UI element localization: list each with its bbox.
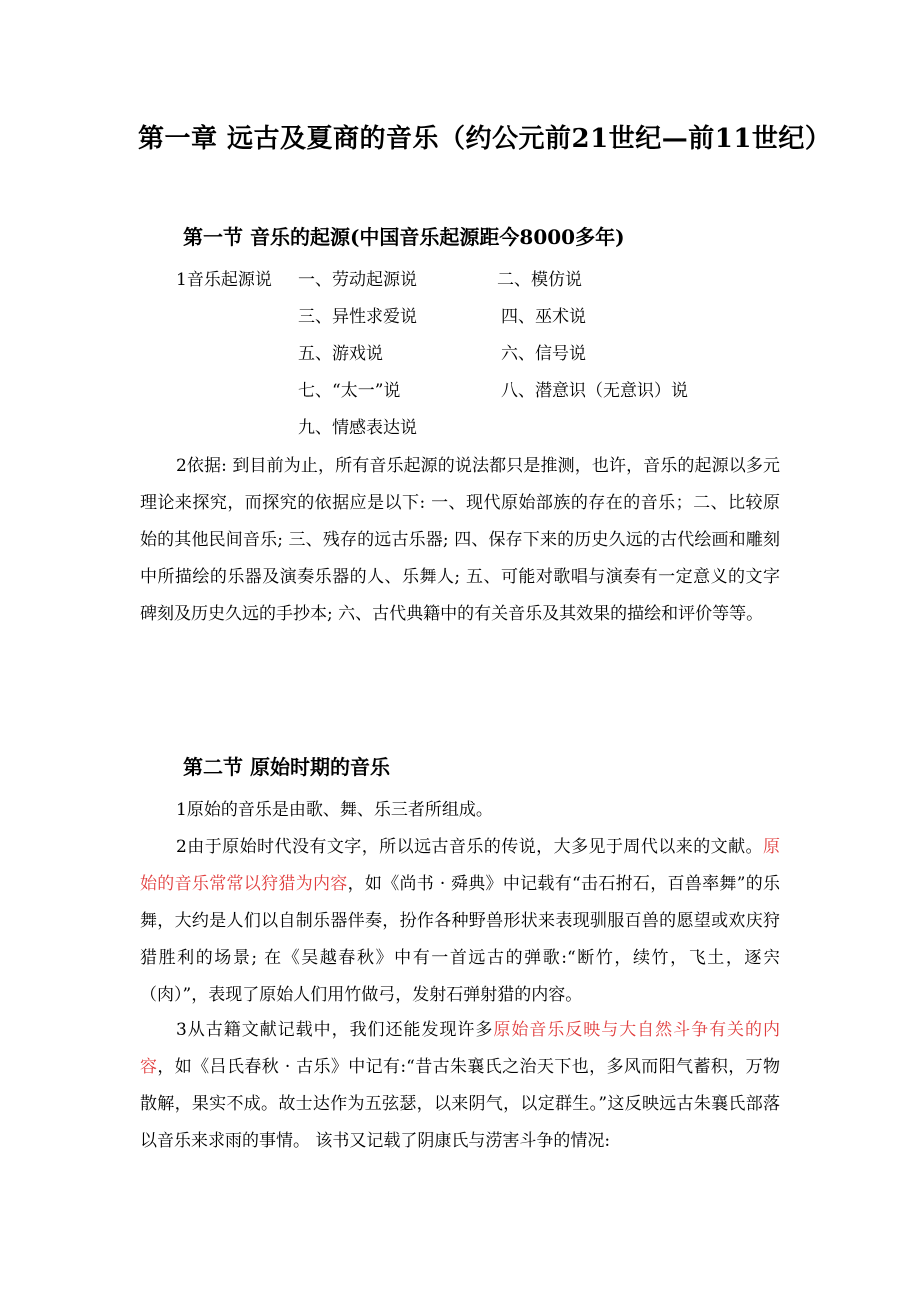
paragraph-3-rest: ，如《吕氏春秋 · 古乐》中记有:“昔古朱襄氏之治天下也，多风而阳气蓄积，万物散解，果实不成。故士达作为五弦瑟，以来阴气，以定群生。”这反映远古朱襄氏部落以音乐来求雨的事情。 该书又记载了阴康氏与涝害斗争的情况: [140,1057,780,1151]
paragraph-1: 1原始的音乐是由歌、舞、乐三者所组成。 [176,800,493,820]
theory-item: 九、情感表达说 [298,418,417,438]
theory-item: 六、信号说 [501,344,586,364]
paragraph-3 [140,1012,780,1160]
theory-item: 一、劳动起源说 [298,270,417,290]
theories-label: 1音乐起源说 [176,270,272,290]
theory-item: 七、“太一”说 [298,381,401,401]
paragraph-3-highlight: 原始音乐反映与大自然斗争有关的内容 [140,1020,780,1077]
paragraph-2-highlight: 原始的音乐常常以狩猎为内容 [140,837,780,894]
section-1-title: 第一节 音乐的起源(中国音乐起源距今8000多年) [183,225,625,249]
paragraph-2 [140,829,780,1014]
paragraph-3-lead: 3从古籍文献记载中，我们还能发现许多 [176,1020,494,1040]
theory-item: 五、游戏说 [298,344,383,364]
theory-item: 八、潜意识（无意识）说 [501,381,688,401]
theory-item: 四、巫术说 [501,307,586,327]
basis-paragraph: 2依据: 到目前为止，所有音乐起源的说法都只是推测，也许，音乐的起源以多元理论来探究，而探究的依据应是以下: 一、现代原始部族的存在的音乐；二、比较原始的其他民间音乐; 三、残存的远古乐器; 四、保存下来的历史久远的古代绘画和雕刻中所描绘的乐器及演奏乐器的人、乐舞人; 五、可能对歌唱与演奏有一定意义的文字碑刻及历史久远的手抄本; 六、古代典籍中的有关音乐及其效果的描绘和评价等等。 [140,456,780,624]
chapter-title: 第一章 远古及夏商的音乐（约公元前21世纪—前11世纪） [138,124,832,154]
paragraph-2-rest: ，如《尚书 · 舜典》中记载有“击石拊石，百兽率舞”的乐舞，大约是人们以自制乐器伴奏，扮作各种野兽形状来表现驯服百兽的愿望或欢庆狩猎胜利的场景; 在《吴越春秋》中有一首远古的弹歌:“断竹，续竹，飞土，逐宍（肉）”，表现了原始人们用竹做弓，发射石弹射猎的内容。 [140,874,781,1005]
paragraph-2-lead: 2由于原始时代没有文字，所以远古音乐的传说，大多见于周代以来的文献。 [176,837,763,857]
theory-item: 三、异性求爱说 [298,307,417,327]
section-2-title: 第二节 原始时期的音乐 [183,755,390,779]
theory-item: 二、模仿说 [497,270,582,290]
